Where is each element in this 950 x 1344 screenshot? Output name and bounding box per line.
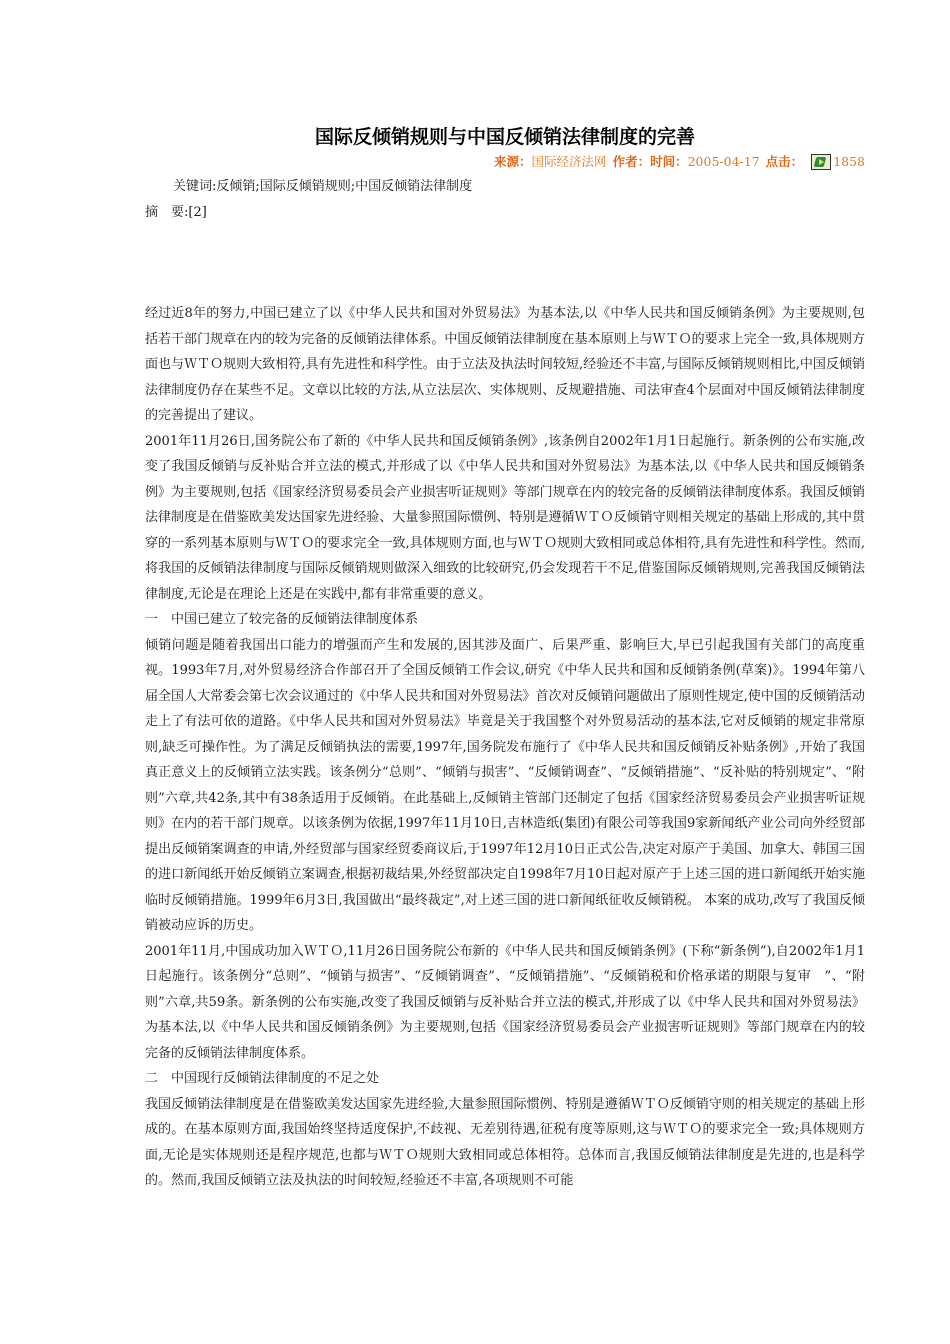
hit-counter-icon: [811, 154, 831, 170]
source-value[interactable]: 国际经济法网: [531, 154, 607, 169]
author-label: 作者：: [612, 154, 651, 169]
paragraph: 我国反倾销法律制度是在借鉴欧美发达国家先进经验,大量参照国际惯例、特别是遵循ＷＴＯ反倾销守则的相关规定的基础上形成的。在基本原则方面,我国始终坚持适度保护,不歧视、无差别待遇,征税有度等原则,这与ＷＴＯ的要求完全一致;具体规则方面,无论是实体规则还是程序规范,也都与ＷＴＯ规则大致相同或总体相符。总体而言,我国反倾销法律制度是先进的,也是科学的。然而,我国反倾销立法及执法的时间较短,经验还不丰富,各项规则不可能: [145, 1096, 865, 1188]
source-label: 来源：: [494, 154, 532, 169]
paragraph: 2001年11月,中国成功加入ＷＴＯ,11月26日国务院公布新的《中华人民共和国反倾销条例》(下称“新条例”),自2002年1月1日起施行。该条例分“总则”、“倾销与损害”、“反倾销调查”、“反倾销措施”、“反倾销税和价格承诺的期限与复审 ”、“附则”六章,共59条。新条例的公布实施,改变了我国反倾销与反补贴合并立法的模式,并形成了以《中华人民共和国对外贸易法》为基本法,以《中华人民共和国反倾销条例》为主要规则,包括《国家经济贸易委员会产业损害听证规则》等部门规章在内的较完备的反倾销法律制度体系。: [145, 943, 865, 1061]
time-label: 时间：: [650, 154, 688, 169]
section-heading: 二 中国现行反倾销法律制度的不足之处: [145, 1071, 380, 1086]
section-heading: 一 中国已建立了较完备的反倾销法律制度体系: [145, 612, 419, 627]
article-keywords: 关键词:反倾销;国际反倾销规则;中国反倾销法律制度: [173, 179, 473, 194]
hits-label: 点击：: [765, 154, 804, 169]
paragraph: 经过近8年的努力,中国已建立了以《中华人民共和国对外贸易法》为基本法,以《中华人民共和国反倾销条例》为主要规则,包括若干部门规章在内的较为完备的反倾销法律体系。中国反倾销法律制度在基本原则上与ＷＴＯ的要求上完全一致,具体规则方面也与ＷＴＯ规则大致相符,具有先进性和科学性。由于立法及执法时间较短,经验还不丰富,与国际反倾销规则相比,中国反倾销法律制度仍存在某些不足。文章以比较的方法,从立法层次、实体规则、反规避措施、司法审查4个层面对中国反倾销法律制度的完善提出了建议。: [145, 306, 865, 423]
article-title: 国际反倾销规则与中国反倾销法律制度的完善: [314, 126, 695, 148]
article-body: [145, 301, 865, 1194]
article-abstract: 摘 要:[2]: [145, 205, 207, 220]
paragraph: 倾销问题是随着我国出口能力的增强而产生和发展的,因其涉及面广、后果严重、影响巨大,早已引起我国有关部门的高度重视。1993年7月,对外贸易经济合作部召开了全国反倾销工作会议,研究《中华人民共和国和反倾销条例(草案)》。1994年第八届全国人大常委会第七次会议通过的《中华人民共和国对外贸易法》首次对反倾销问题做出了原则性规定,使中国的反倾销活动走上了有法可依的道路。《中华人民共和国对外贸易法》毕竟是关于我国整个对外贸易活动的基本法,它对反倾销的规定非常原则,缺乏可操作性。为了满足反倾销执法的需要,1997年,国务院发布施行了《中华人民共和国反倾销反补贴条例》,开始了我国真正意义上的反倾销立法实践。该条例分“总则”、“倾销与损害”、“反倾销调查”、“反倾销措施”、“反补贴的特别规定”、“附则”六章,共42条,其中有38条适用于反倾销。在此基础上,反倾销主管部门还制定了包括《国家经济贸易委员会产业损害听证规则》在内的若干部门规章。以该条例为依据,1997年11月10日,吉林造纸(集团)有限公司等我国9家新闻纸产业公司向外经贸部提出反倾销案调查的申请,外经贸部与国家经贸委商议后,于1997年12月10日正式公告,决定对原产于美国、加拿大、韩国三国的进口新闻纸开始反倾销立案调查,根据初裁结果,外经贸部决定自1998年7月10日起对原产于上述三国的进口新闻纸开始实施临时反倾销措施。1999年6月3日,我国做出“最终裁定”,对上述三国的进口新闻纸征收反倾销税。 本案的成功,改写了我国反倾销被动应诉的历史。: [145, 637, 865, 933]
hits-value: 1858: [833, 154, 865, 169]
time-value: 2005-04-17: [687, 154, 760, 169]
article-meta: [494, 152, 865, 172]
paragraph: 2001年11月26日,国务院公布了新的《中华人民共和国反倾销条例》,该条例自2002年1月1日起施行。新条例的公布实施,改变了我国反倾销与反补贴合并立法的模式,并形成了以《中华人民共和国对外贸易法》为基本法,以《中华人民共和国反倾销条例》为主要规则,包括《国家经济贸易委员会产业损害听证规则》等部门规章在内的较完备的反倾销法律制度体系。我国反倾销法律制度是在借鉴欧美发达国家先进经验、大量参照国际惯例、特别是遵循ＷＴＯ反倾销守则相关规定的基础上形成的,其中贯穿的一系列基本原则与ＷＴＯ的要求完全一致,具体规则方面,也与ＷＴＯ规则大致相同或总体相符,具有先进性和科学性。然而,将我国的反倾销法律制度与国际反倾销规则做深入细致的比较研究,仍会发现若干不足,借鉴国际反倾销规则,完善我国反倾销法律制度,无论是在理论上还是在实践中,都有非常重要的意义。: [145, 433, 865, 602]
